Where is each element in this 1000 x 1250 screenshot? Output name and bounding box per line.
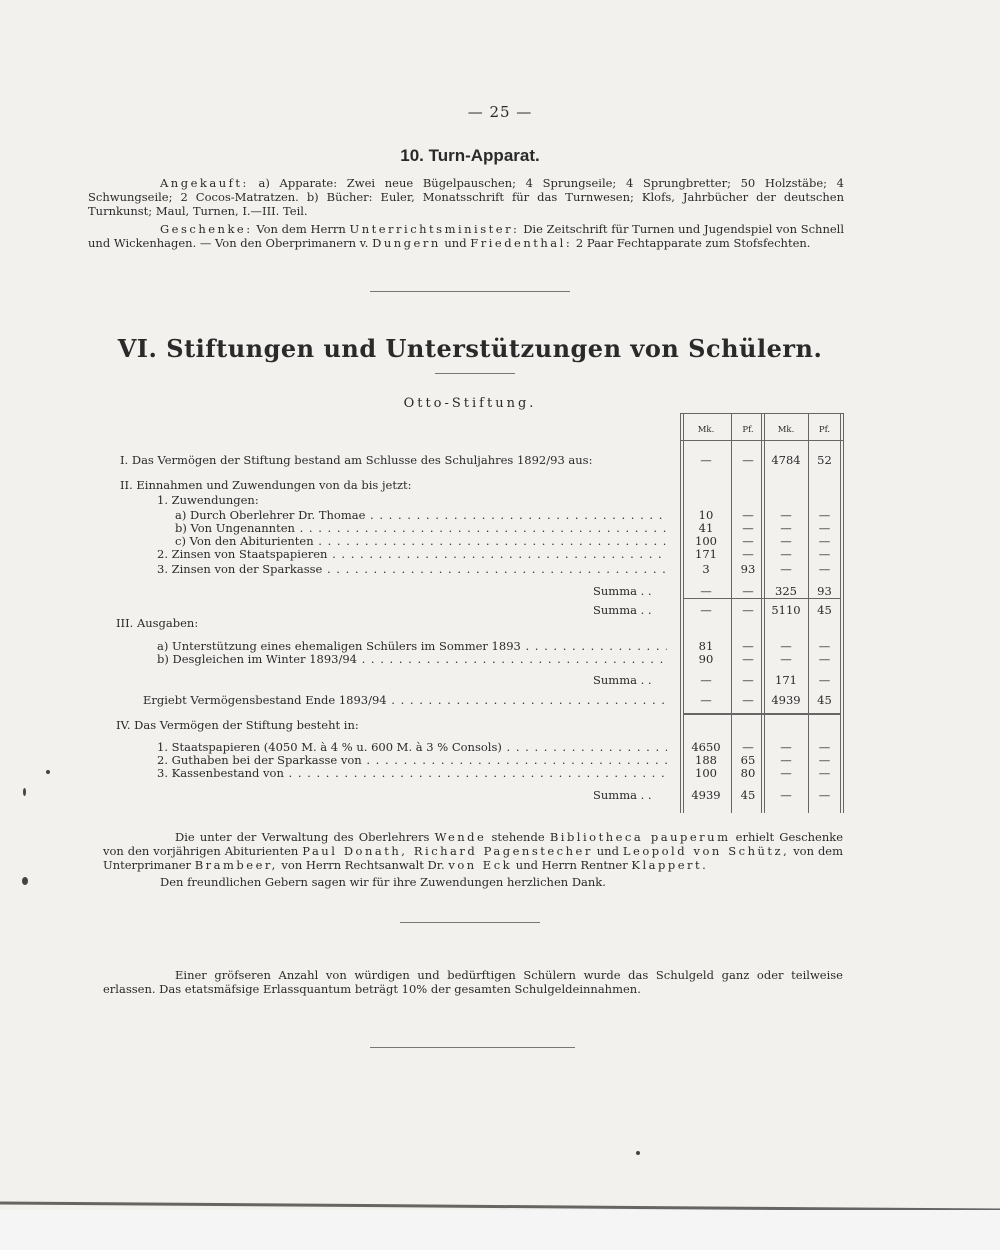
cell-mk-1: 81 (698, 639, 714, 653)
cell-pf-2: — (818, 788, 831, 802)
cell-mk-1: — (700, 453, 712, 467)
geschenke-text-e: und (444, 236, 467, 250)
cell-mk-2: — (780, 562, 792, 576)
cell-mk-1: 10 (698, 508, 714, 522)
biblio-text-d: Bibliotheca pauperum (549, 830, 731, 844)
cell-pf-1: — (742, 453, 754, 467)
cell-pf-2: — (818, 521, 831, 535)
cell-pf-2: — (818, 766, 831, 780)
row-label: II. Einnahmen und Zuwendungen von da bis jetzt: (120, 479, 412, 492)
table-row (0, 640, 1000, 653)
cell-mk-1: 171 (695, 547, 717, 561)
page-number: — 25 — (467, 103, 533, 121)
table-row (0, 535, 1000, 548)
summa-label: Summa . . (593, 788, 652, 802)
biblio-text-f: Paul Donath, Richard Pagenstecher (302, 844, 593, 858)
cell-mk-2: — (780, 740, 792, 754)
summa-label: Summa . . (593, 584, 652, 598)
table-row (0, 563, 1000, 576)
thanks-line: Den freundlichen Gebern sagen wir für ihre Zuwendungen herzlichen Dank. (160, 875, 606, 889)
biblio-text-c: stehende (491, 830, 545, 844)
cell-mk-2: — (780, 521, 792, 535)
cell-pf-1: — (742, 508, 754, 522)
biblio-text-k: von Herrn Rechtsanwalt Dr. (281, 858, 445, 872)
lead-angekauft: Angekauft: (160, 176, 249, 190)
summa-label: Summa . . (593, 603, 652, 617)
row-label: b) Desgleichen im Winter 1893/94 . . . (157, 653, 667, 666)
table-row (0, 548, 1000, 561)
biblio-text-m: und Herrn Rentner (515, 858, 628, 872)
cell-pf-1: — (742, 534, 754, 548)
geschenke-text-d: Dungern (372, 236, 441, 250)
cell-mk-1: 188 (695, 753, 717, 767)
table-row (0, 694, 1000, 707)
cell-mk-2: — (780, 753, 792, 767)
cell-mk-2: — (780, 788, 792, 802)
cell-pf-2: — (818, 534, 831, 548)
biblio-text-i: von dem Unterprimaner (103, 844, 844, 872)
table-row (0, 454, 1000, 467)
cell-mk-1: — (700, 673, 712, 687)
paragraph-schulgeld: Einer gröfseren Anzahl von würdigen und bedürftigen Schülern wurde das Schulgeld ganz oder teilweise erlassen. Das etatsmäfsige Erlassquantum beträgt 10% der gesamten Schulgeldeinnahmen. (103, 968, 843, 996)
row-label: 2. Zinsen von Staatspapieren . . . (157, 548, 667, 561)
cell-pf-1: — (742, 603, 754, 617)
header-pf-2: Pf. (818, 425, 831, 435)
table-row (0, 719, 1000, 732)
cell-mk-1: — (700, 584, 712, 598)
cell-mk-2: 4939 (771, 693, 801, 707)
cell-mk-2: 5110 (771, 603, 801, 617)
cell-pf-2: — (818, 508, 831, 522)
biblio-text-h: Leopold von Schütz, (622, 844, 790, 858)
row-label: IV. Das Vermögen der Stiftung besteht in: (116, 719, 359, 732)
section-heading-turn-apparat: 10. Turn-Apparat. (400, 146, 540, 165)
table-row (0, 617, 1000, 630)
cell-pf-1: — (742, 740, 754, 754)
cell-mk-1: 100 (695, 766, 717, 780)
table-row (0, 494, 1000, 507)
cell-pf-1: — (742, 547, 754, 561)
summa-label: Summa . . (593, 673, 652, 687)
biblio-text-j: Brambeer, (194, 858, 278, 872)
cell-mk-1: 41 (698, 521, 714, 535)
table-row (0, 653, 1000, 666)
row-label: 3. Kassenbestand von . . . (157, 767, 667, 780)
header-mk-2: Mk. (777, 425, 795, 435)
row-label: Ergiebt Vermögensbestand Ende 1893/94 . . . (143, 694, 667, 707)
section-heading-stiftungen: VI. Stiftungen und Unterstützungen von Schülern. (117, 334, 823, 363)
cell-pf-2: — (818, 740, 831, 754)
biblio-text-e: erhielt Geschenke von den vorjährigen Abiturienten (103, 830, 844, 858)
cell-pf-2: — (818, 652, 831, 666)
divider-rule (370, 1047, 575, 1048)
row-label: 1. Zuwendungen: (157, 494, 259, 507)
subheading-otto-stiftung: Otto-Stiftung. (403, 396, 537, 411)
cell-pf-1: 93 (740, 562, 756, 576)
scan-speck (636, 1151, 640, 1155)
biblio-text-n: Klappert. (631, 858, 709, 872)
row-label: I. Das Vermögen der Stiftung bestand am Schlusse des Schuljahres 1892/93 aus: (120, 454, 593, 467)
page-margin-bottom (0, 1210, 1000, 1250)
cell-mk-1: 4939 (691, 788, 721, 802)
cell-pf-1: 65 (740, 753, 756, 767)
cell-pf-2: 45 (817, 693, 832, 707)
geschenke-text-g: 2 Paar Fechtapparate zum Stofsfechten. (575, 236, 811, 250)
row-label: 3. Zinsen von der Sparkasse . . . (157, 563, 667, 576)
table-row (0, 522, 1000, 535)
cell-pf-2: — (818, 753, 831, 767)
cell-mk-2: — (780, 639, 792, 653)
cell-pf-1: — (742, 584, 754, 598)
cell-mk-2: — (780, 766, 792, 780)
cell-pf-1: — (742, 521, 754, 535)
header-pf-1: Pf. (742, 425, 754, 435)
table-row (0, 479, 1000, 492)
cell-mk-2: — (780, 508, 792, 522)
table-row-summa (0, 674, 1000, 687)
cell-mk-1: 90 (698, 652, 714, 666)
divider-rule (400, 922, 540, 923)
table-row (0, 767, 1000, 780)
cell-pf-2: — (818, 639, 831, 653)
row-label: a) Durch Oberlehrer Dr. Thomae . . . (175, 509, 667, 522)
scan-speck (22, 877, 28, 885)
biblio-text-g: und (596, 844, 619, 858)
cell-pf-2: — (818, 547, 831, 561)
cell-mk-1: 100 (695, 534, 717, 548)
geschenke-text-b: Unterrichtsminister: (349, 222, 520, 236)
header-mk-1: Mk. (697, 425, 715, 435)
cell-pf-1: 80 (740, 766, 756, 780)
cell-pf-2: 45 (817, 603, 832, 617)
row-label: b) Von Ungenannten . . . (175, 522, 667, 535)
biblio-text-a: Die unter der Verwaltung des Oberlehrers (175, 830, 430, 844)
table-row-summa (0, 585, 1000, 598)
cell-pf-2: 52 (817, 453, 832, 467)
cell-mk-2: — (780, 652, 792, 666)
biblio-text-b: Wende (434, 830, 487, 844)
paragraph-bibliotheca (103, 830, 843, 872)
cell-pf-1: — (742, 693, 754, 707)
row-label: 2. Guthaben bei der Sparkasse von . . . (157, 754, 667, 767)
cell-pf-1: — (742, 673, 754, 687)
geschenke-text-f: Friedenthal: (470, 236, 573, 250)
table-row-summa (0, 789, 1000, 802)
lead-geschenke: Geschenke: (160, 222, 253, 236)
biblio-text-l: von Eck (448, 858, 513, 872)
cell-pf-2: — (818, 562, 831, 576)
geschenke-text-c: Die Zeitschrift für Turnen und Jugendspiel von Schnell und Wickenhagen. — Von den Oberprimanern v. (88, 222, 845, 250)
cell-mk-2: 4784 (771, 453, 801, 467)
table-row-summa (0, 604, 1000, 617)
cell-pf-1: — (742, 639, 754, 653)
table-row (0, 754, 1000, 767)
cell-pf-2: — (818, 673, 831, 687)
row-label: 1. Staatspapieren (4050 M. à 4 % u. 600 M. à 3 % Consols) . . . (157, 741, 667, 754)
cell-mk-2: — (780, 547, 792, 561)
scan-speck (46, 770, 50, 774)
table-row (0, 741, 1000, 754)
angekauft-text: a) Apparate: Zwei neue Bügelpauschen; 4 Sprungseile; 4 Sprungbretter; 50 Holzstäbe; 4 Schwungseile; 2 Cocos-Matratzen. b) Bücher: Euler, Monatsschrift für das Turnwesen; Klofs, Jahrbücher der deutschen Turnkunst; Maul, Turnen, I.—III. Teil. (88, 176, 845, 218)
cell-pf-2: 93 (817, 584, 832, 598)
table-row (0, 509, 1000, 522)
cell-mk-2: 325 (775, 584, 797, 598)
row-label: III. Ausgaben: (116, 617, 199, 630)
cell-mk-2: 171 (775, 673, 797, 687)
cell-mk-1: — (700, 693, 712, 707)
row-label: c) Von den Abiturienten . . . (175, 535, 667, 548)
cell-mk-2: — (780, 534, 792, 548)
cell-mk-1: — (700, 603, 712, 617)
cell-pf-1: — (742, 652, 754, 666)
cell-mk-1: 4650 (691, 740, 721, 754)
cell-mk-1: 3 (702, 562, 710, 576)
row-label: a) Unterstützung eines ehemaligen Schülers im Sommer 1893 . . . (157, 640, 667, 653)
cell-pf-1: 45 (740, 788, 756, 802)
geschenke-text-a: Von dem Herrn (256, 222, 346, 236)
scan-speck (23, 788, 26, 796)
